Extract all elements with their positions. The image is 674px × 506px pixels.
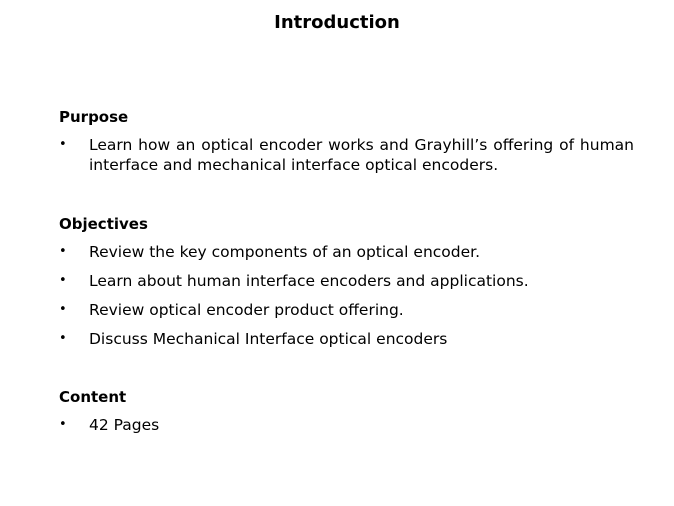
section-content <box>59 387 634 444</box>
list-item-text: 42 Pages <box>89 416 160 434</box>
list-item <box>59 135 634 175</box>
list-item-text: Learn about human interface encoders and applications. <box>89 272 529 290</box>
bullet-icon: • <box>59 273 67 288</box>
section-heading-content: Content <box>59 388 127 406</box>
list-item-text: Learn how an optical encoder works and Grayhill’s offering of human interface and mechanical interface optical encoders. <box>89 136 634 174</box>
list-item <box>59 300 634 320</box>
bullet-list-objectives <box>59 242 634 349</box>
section-heading-objectives: Objectives <box>59 215 148 233</box>
list-item <box>59 329 634 349</box>
list-item-text: Review optical encoder product offering. <box>89 301 404 319</box>
list-item <box>59 242 634 262</box>
bullet-list-purpose <box>59 135 634 175</box>
list-item-text: Discuss Mechanical Interface optical encoders <box>89 330 448 348</box>
bullet-list-content <box>59 415 634 435</box>
bullet-icon: • <box>59 331 67 346</box>
list-item-text: Review the key components of an optical encoder. <box>89 243 481 261</box>
section-heading-purpose: Purpose <box>59 108 129 126</box>
section-purpose <box>59 107 634 184</box>
bullet-icon: • <box>59 417 67 432</box>
list-item <box>59 271 634 291</box>
list-item <box>59 415 634 435</box>
bullet-icon: • <box>59 137 67 152</box>
bullet-icon: • <box>59 302 67 317</box>
slide-title: Introduction <box>274 12 400 33</box>
section-objectives <box>59 214 634 358</box>
bullet-icon: • <box>59 244 67 259</box>
